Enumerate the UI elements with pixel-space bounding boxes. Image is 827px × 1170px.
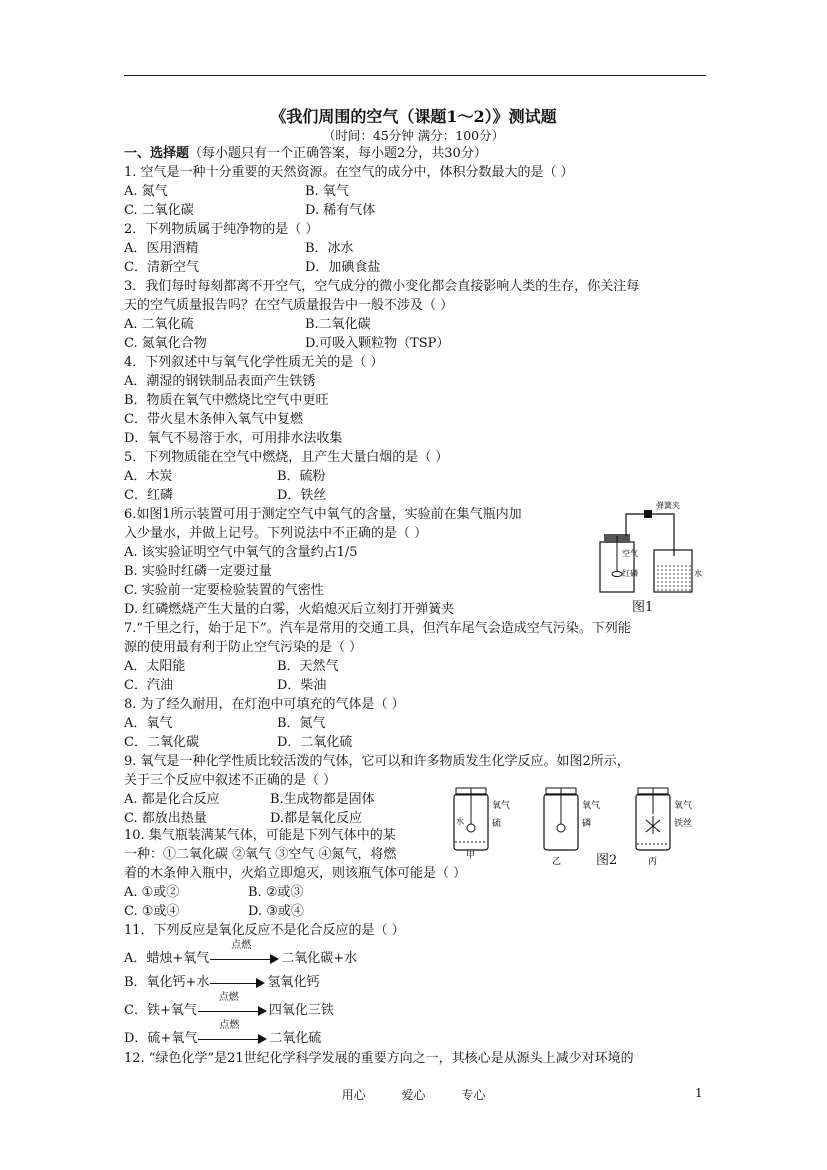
q9-stem-line2: 关于三个反应中叙述不正确的是（ ） xyxy=(124,773,337,788)
q6-option-c: C. 实验前一定要检验装置的气密性 xyxy=(124,583,324,598)
q11-b-products: 氢氧化钙 xyxy=(267,975,320,990)
q2-option-d: D．加碘食盐 xyxy=(305,260,381,275)
q11-d-products: 二氧化硫 xyxy=(269,1031,322,1046)
q11-option-d xyxy=(124,1019,322,1048)
section-note: （每小题只有一个正确答案，每小题2分，共30分） xyxy=(189,146,487,161)
jar-yi xyxy=(544,788,578,850)
q2-option-a: A．医用酒精 xyxy=(124,241,199,256)
page-subtitle: （时间：45分钟 满分：100分） xyxy=(322,128,505,143)
q8-option-a: A．氧气 xyxy=(124,716,173,731)
arrow-condition: 点燃 xyxy=(231,939,252,951)
q7-stem-line1: 7.“千里之行，始于足下”。汽车是常用的交通工具，但汽车尾气会造成空气污染。下列能 xyxy=(124,621,631,636)
q5-option-c: C．红磷 xyxy=(124,488,173,503)
q1-option-b: B. 氧气 xyxy=(305,184,349,199)
q9-option-c: C. 都放出热量 xyxy=(124,811,207,826)
q4-option-d: D．氧气不易溶于水，可用排水法收集 xyxy=(124,431,343,446)
q3-option-d: D.可吸入颗粒物（TSP） xyxy=(305,336,450,351)
q7-option-b: B．天然气 xyxy=(277,659,339,674)
q5-option-b: B．硫粉 xyxy=(277,469,326,484)
q5-stem: 5．下列物质能在空气中燃烧，且产生大量白烟的是（ ） xyxy=(124,450,449,465)
reaction-arrow-ignite xyxy=(198,1019,268,1046)
label-bing: 丙 xyxy=(648,857,658,866)
bing-label-o2: 氧气 xyxy=(674,801,693,811)
page-footer xyxy=(0,1086,827,1103)
footer-yongxin: 用心 xyxy=(341,1088,366,1102)
q10-stem-line1: 10. 集气瓶装满某气体，可能是下列气体中的某 xyxy=(124,828,396,843)
q10-stem-line3: 着的木条伸入瓶中，火焰立即熄灭，则该瓶气体可能是（ ） xyxy=(124,866,467,881)
figure-1-caption: 图1 xyxy=(632,600,654,615)
jar-bing xyxy=(636,788,670,850)
label-red-phosphorus: 红磷 xyxy=(622,569,638,578)
q1-option-c: C. 二氧化碳 xyxy=(124,203,194,218)
q3-option-b: B.二氧化碳 xyxy=(305,317,371,332)
jia-label-sulfur: 硫 xyxy=(492,819,502,829)
q9-option-a: A. 都是化合反应 xyxy=(124,792,220,807)
q6-stem-line2: 入少量水，并做上记号。下列说法中不正确的是（ ） xyxy=(124,526,428,541)
reaction-arrow xyxy=(210,976,266,990)
q9-stem-line1: 9. 氧气是一种化学性质比较活泼的气体，它可以和许多物质发生化学反应。如图2所示， xyxy=(124,754,630,769)
reaction-arrow-ignite xyxy=(198,991,268,1018)
q11-option-b xyxy=(124,974,319,992)
q8-option-d: D．二氧化硫 xyxy=(277,735,353,750)
q1-stem: 1. 空气是一种十分重要的天然资源。在空气的成分中，体积分数最大的是（ ） xyxy=(124,165,574,180)
label-jia: 甲 xyxy=(466,851,476,861)
section-heading xyxy=(124,145,487,163)
page-title: 《我们周围的空气（课题1～2）》测试题 xyxy=(270,107,557,126)
q1-option-a: A. 氮气 xyxy=(124,184,168,199)
q11-d-reactants: D．硫+氧气 xyxy=(124,1031,198,1046)
q5-option-a: A．木炭 xyxy=(124,469,173,484)
q8-option-b: B．氮气 xyxy=(277,716,326,731)
figure-2-caption: 图2 xyxy=(596,853,618,868)
header-rule xyxy=(124,75,706,76)
q12-stem: 12. “绿色化学”是21世纪化学科学发展的重要方向之一，其核心是从源头上减少对环境的 xyxy=(124,1051,634,1066)
q4-option-c: C．带火星木条伸入氧气中复燃 xyxy=(124,412,303,427)
q7-option-d: D．柴油 xyxy=(277,678,327,693)
q4-option-b: B．物质在氧气中燃烧比空气中更旺 xyxy=(124,393,329,408)
q10-option-b: B. ②或③ xyxy=(248,885,304,900)
q8-stem: 8. 为了经久耐用，在灯泡中可填充的气体是（ ） xyxy=(124,697,405,712)
footer-aixin: 爱心 xyxy=(401,1088,426,1102)
q1-option-d: D. 稀有气体 xyxy=(305,203,376,218)
beaker-water xyxy=(655,564,691,591)
q3-stem-line2: 天的空气质量报告吗？在空气质量报告中一般不涉及（ ） xyxy=(124,298,454,313)
q9-option-d: D.都是氧化反应 xyxy=(270,811,363,826)
jia-label-water: 水 xyxy=(456,817,464,826)
q11-c-reactants: C．铁+氧气 xyxy=(124,1003,197,1018)
bing-label-iron: 铁丝 xyxy=(674,819,693,829)
label-water: 水 xyxy=(694,569,702,578)
q10-option-c: C. ①或④ xyxy=(124,904,180,919)
jia-label-o2: 氧气 xyxy=(492,801,511,811)
label-spring-clip: 弹簧夹 xyxy=(656,501,680,510)
spoon-bowl xyxy=(612,572,622,577)
q7-option-c: C．汽油 xyxy=(124,678,173,693)
q10-option-d: D. ③或④ xyxy=(248,904,304,919)
arrow-condition: 点燃 xyxy=(219,1019,240,1031)
q2-option-b: B．冰水 xyxy=(305,241,354,256)
q3-stem-line1: 3．我们每时每刻都离不开空气，空气成分的微小变化都会直接影响人类的生存，你关注每 xyxy=(124,279,640,294)
q4-stem: 4．下列叙述中与氧气化学性质无关的是（ ） xyxy=(124,355,384,370)
q6-option-d: D. 红磷燃烧产生大量的白雾，火焰熄灭后立刻打开弹簧夹 xyxy=(124,602,455,617)
q10-stem-line2: 一种：①二氧化碳 ②氧气 ③空气 ④氮气，将燃 xyxy=(124,847,397,862)
q7-stem-line2: 源的使用最有利于防止空气污染的是（ ） xyxy=(124,640,363,655)
q11-b-reactants: B．氧化钙+水 xyxy=(124,975,210,990)
q3-option-c: C. 氮氧化合物 xyxy=(124,336,207,351)
q2-option-c: C．清新空气 xyxy=(124,260,199,275)
q8-option-c: C．二氧化碳 xyxy=(124,735,199,750)
q11-a-products: 二氧化碳+水 xyxy=(281,951,358,966)
q5-option-d: D．铁丝 xyxy=(277,488,327,503)
yi-label-o2: 氧气 xyxy=(582,801,601,811)
arrow-condition: 点燃 xyxy=(218,991,239,1003)
q11-option-a xyxy=(124,939,358,968)
figure-1-apparatus xyxy=(592,500,704,600)
q6-option-b: B. 实验时红磷一定要过量 xyxy=(124,564,272,579)
spring-clip xyxy=(644,510,652,518)
label-air: 空气 xyxy=(622,549,638,558)
q6-stem-line1: 6.如图1所示装置可用于测定空气中氧气的含量，实验前在集气瓶内加 xyxy=(124,507,522,522)
q10-option-a: A. ①或② xyxy=(124,885,180,900)
footer-zhuanxin: 专心 xyxy=(461,1088,486,1102)
yi-label-phosphorus: 磷 xyxy=(582,819,592,829)
q11-stem: 11．下列反应是氧化反应不是化合反应的是（ ） xyxy=(124,923,405,938)
q7-option-a: A．太阳能 xyxy=(124,659,186,674)
q2-stem: 2．下列物质属于纯净物的是（ ） xyxy=(124,222,319,237)
reaction-arrow-ignite xyxy=(210,939,280,966)
section-title: 一、选择题 xyxy=(124,146,190,161)
q4-option-a: A．潮湿的钢铁制品表面产生铁锈 xyxy=(124,374,316,389)
page-number: 1 xyxy=(695,1086,703,1100)
figure-2-reactions xyxy=(444,784,706,866)
label-yi: 乙 xyxy=(552,857,562,866)
q11-a-reactants: A．蜡烛+氧气 xyxy=(124,951,210,966)
q11-option-c xyxy=(124,991,334,1020)
q11-c-products: 四氧化三铁 xyxy=(268,1003,334,1018)
q6-option-a: A. 该实验证明空气中氧气的含量约占1/5 xyxy=(124,545,358,560)
q9-option-b: B.生成物都是固体 xyxy=(270,792,375,807)
q3-option-a: A. 二氧化硫 xyxy=(124,317,194,332)
